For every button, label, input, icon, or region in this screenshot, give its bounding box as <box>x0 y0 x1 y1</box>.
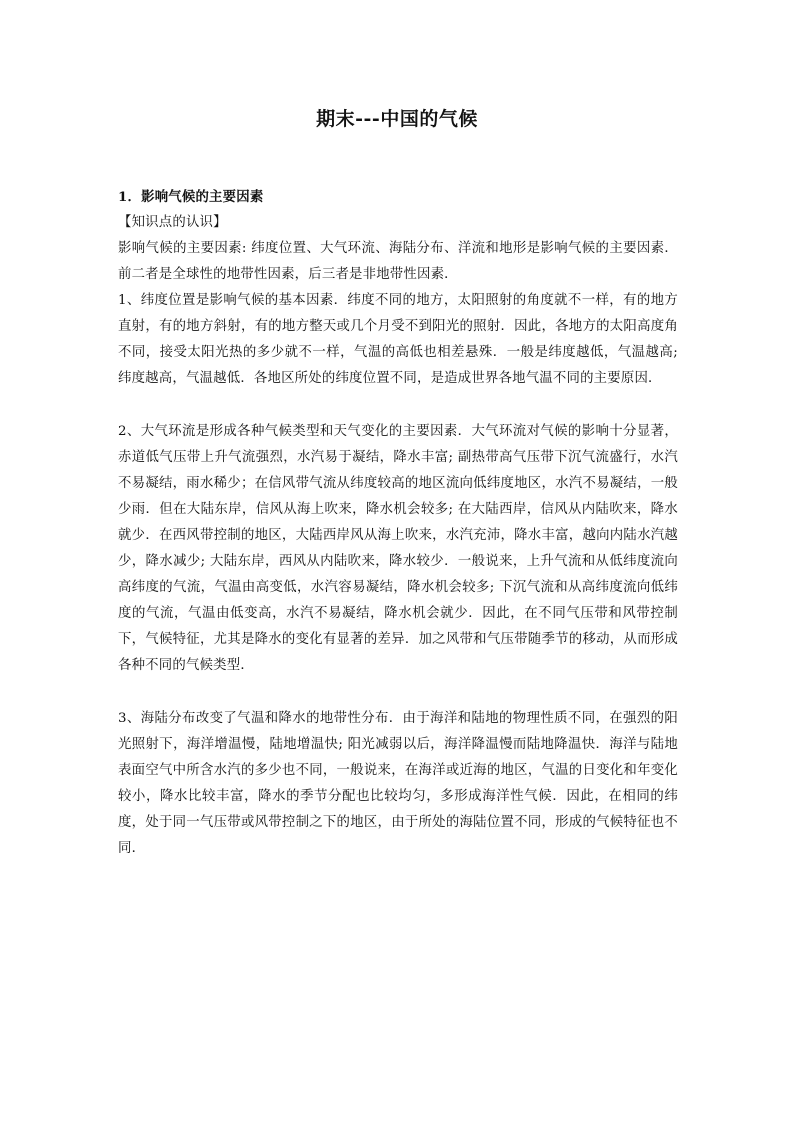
intro-paragraph: 影响气候的主要因素: 纬度位置、大气环流、海陆分布、洋流和地形是影响气候的主要因素．前二者是全球性的地带性因素，后三者是非地带性因素． <box>118 241 678 282</box>
land-sea-paragraph: 3、海陆分布改变了气温和降水的地带性分布．由于海洋和陆地的物理性质不同，在强烈的阳光照射下，海洋增温慢，陆地增温快; 阳光减弱以后，海洋降温慢而陆地降温快．海洋与陆地表面空气中所含水汽的多少也不同，一般说来，在海洋或近海的地区，气温的日变化和年变化较小，降水比较丰富，降水的季节分配也比较均匀，多形成海洋性气候．因此，在相同的纬度，处于同一气压带或风带控制之下的地区，由于所处的海陆位置不同，形成的气候特征也不同． <box>118 711 678 856</box>
paragraph-spacer <box>118 392 678 419</box>
document-body <box>118 184 678 862</box>
knowledge-label: 【知识点的认识】 <box>118 215 227 230</box>
document-title: 期末---中国的气候 <box>316 108 478 130</box>
circulation-paragraph: 2、大气环流是形成各种气候类型和天气变化的主要因素．大气环流对气候的影响十分显著，赤道低气压带上升气流强烈，水汽易于凝结，降水丰富; 副热带高气压带下沉气流盛行，水汽不易凝结，雨水稀少；在信风带气流从纬度较高的地区流向低纬度地区，水汽不易凝结，一般少雨．但在大陆东岸，信风从海上吹来，降水机会较多; 在大陆西岸，信风从内陆吹来，降水就少．在西风带控制的地区，大陆西岸风从海上吹来，水汽充沛，降水丰富，越向内陆水汽越少，降水减少; 大陆东岸，西风从内陆吹来，降水较少．一般说来，上升气流和从低纬度流向高纬度的气流，气温由高变低，水汽容易凝结，降水机会较多; 下沉气流和从高纬度流向低纬度的气流，气温由低变高，水汽不易凝结，降水机会就少．因此，在不同气压带和风带控制下，气候特征，尤其是降水的变化有显著的差异．加之风带和气压带随季节的移动，从而形成各种不同的气候类型． <box>118 424 678 673</box>
section-heading: 1．影响气候的主要因素 <box>118 189 264 205</box>
paragraph-spacer <box>118 679 678 706</box>
latitude-paragraph: 1、纬度位置是影响气候的基本因素．纬度不同的地方，太阳照射的角度就不一样，有的地方直射，有的地方斜射，有的地方整天或几个月受不到阳光的照射．因此，各地方的太阳高度角不同，接受太阳光热的多少就不一样，气温的高低也相差悬殊．一般是纬度越低，气温越高; 纬度越高，气温越低．各地区所处的纬度位置不同，是造成世界各地气温不同的主要原因． <box>118 293 678 386</box>
